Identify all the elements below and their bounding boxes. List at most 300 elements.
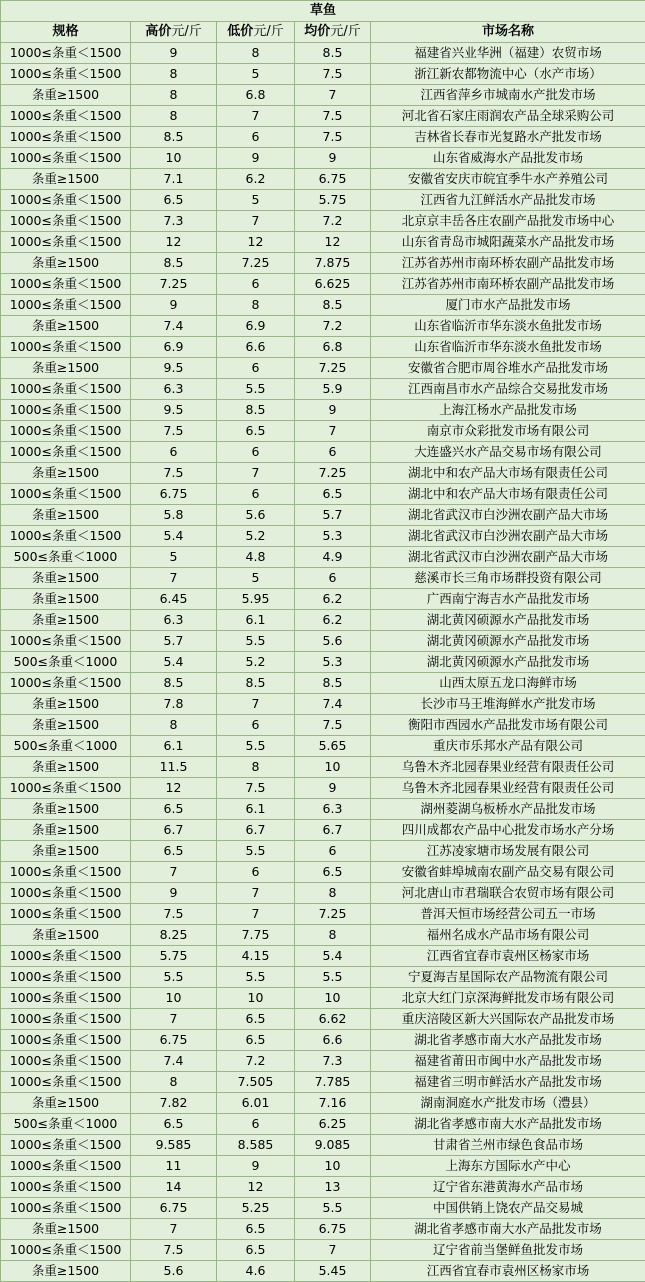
cell-spec: 1000≤条重＜1500 bbox=[1, 673, 131, 694]
cell-spec: 条重≥1500 bbox=[1, 589, 131, 610]
cell-market: 江苏凌家塘市场发展有限公司 bbox=[371, 841, 645, 862]
cell-market: 重庆涪陵区新大兴国际农产品批发市场 bbox=[371, 1009, 645, 1030]
cell-low-price: 6 bbox=[217, 358, 295, 379]
cell-high-price: 7 bbox=[131, 1219, 217, 1240]
cell-market: 衡阳市西园水产品批发市场有限公司 bbox=[371, 715, 645, 736]
cell-low-price: 6.5 bbox=[217, 1009, 295, 1030]
table-row bbox=[1, 925, 645, 946]
cell-avg-price: 6.5 bbox=[295, 862, 371, 883]
cell-avg-price: 6.62 bbox=[295, 1009, 371, 1030]
cell-market: 乌鲁木齐北园春果业经营有限责任公司 bbox=[371, 757, 645, 778]
cell-low-price: 8.5 bbox=[217, 400, 295, 421]
cell-avg-price: 7 bbox=[295, 421, 371, 442]
cell-spec: 条重≥1500 bbox=[1, 169, 131, 190]
table-row bbox=[1, 148, 645, 169]
cell-spec: 1000≤条重＜1500 bbox=[1, 631, 131, 652]
cell-market: 福建省兴业华洲（福建）农贸市场 bbox=[371, 43, 645, 64]
cell-high-price: 5.4 bbox=[131, 652, 217, 673]
table-row bbox=[1, 694, 645, 715]
header-low-unit: 元/斤 bbox=[253, 24, 284, 39]
table-row bbox=[1, 988, 645, 1009]
table-row bbox=[1, 106, 645, 127]
cell-spec: 1000≤条重＜1500 bbox=[1, 1177, 131, 1198]
cell-low-price: 7.2 bbox=[217, 1051, 295, 1072]
cell-avg-price: 6.6 bbox=[295, 1030, 371, 1051]
header-low-label: 低价 bbox=[227, 24, 254, 39]
cell-avg-price: 10 bbox=[295, 1156, 371, 1177]
cell-high-price: 8 bbox=[131, 64, 217, 85]
cell-low-price: 6.1 bbox=[217, 799, 295, 820]
cell-avg-price: 7 bbox=[295, 1240, 371, 1261]
cell-spec: 1000≤条重＜1500 bbox=[1, 64, 131, 85]
cell-market: 湖北省武汉市白沙洲农副产品大市场 bbox=[371, 547, 645, 568]
cell-avg-price: 9 bbox=[295, 148, 371, 169]
cell-spec: 1000≤条重＜1500 bbox=[1, 400, 131, 421]
cell-spec: 条重≥1500 bbox=[1, 694, 131, 715]
header-low-price bbox=[217, 22, 295, 43]
cell-avg-price: 5.7 bbox=[295, 505, 371, 526]
cell-high-price: 6.7 bbox=[131, 820, 217, 841]
cell-avg-price: 7.16 bbox=[295, 1093, 371, 1114]
cell-high-price: 5.4 bbox=[131, 526, 217, 547]
cell-market: 宁夏海吉星国际农产品物流有限公司 bbox=[371, 967, 645, 988]
table-row bbox=[1, 463, 645, 484]
cell-spec: 条重≥1500 bbox=[1, 841, 131, 862]
cell-market: 湖北黄冈硕源水产品批发市场 bbox=[371, 610, 645, 631]
table-row bbox=[1, 127, 645, 148]
cell-spec: 1000≤条重＜1500 bbox=[1, 904, 131, 925]
header-market: 市场名称 bbox=[371, 22, 645, 43]
cell-market: 江苏省苏州市南环桥农副产品批发市场 bbox=[371, 253, 645, 274]
cell-low-price: 5.25 bbox=[217, 1198, 295, 1219]
table-row bbox=[1, 316, 645, 337]
cell-high-price: 8 bbox=[131, 715, 217, 736]
cell-market: 中国供销上饶农产品交易城 bbox=[371, 1198, 645, 1219]
cell-avg-price: 5.5 bbox=[295, 1198, 371, 1219]
cell-market: 山西太原五龙口海鲜市场 bbox=[371, 673, 645, 694]
cell-avg-price: 6 bbox=[295, 442, 371, 463]
cell-market: 福建省三明市鲜活水产品批发市场 bbox=[371, 1072, 645, 1093]
cell-low-price: 5.6 bbox=[217, 505, 295, 526]
cell-avg-price: 7.5 bbox=[295, 715, 371, 736]
cell-market: 山东省临沂市华东淡水鱼批发市场 bbox=[371, 316, 645, 337]
cell-low-price: 6 bbox=[217, 127, 295, 148]
cell-low-price: 7.25 bbox=[217, 253, 295, 274]
cell-low-price: 12 bbox=[217, 1177, 295, 1198]
cell-high-price: 5.75 bbox=[131, 946, 217, 967]
cell-low-price: 4.15 bbox=[217, 946, 295, 967]
cell-avg-price: 7.5 bbox=[295, 106, 371, 127]
cell-high-price: 7.4 bbox=[131, 316, 217, 337]
cell-avg-price: 8 bbox=[295, 883, 371, 904]
cell-spec: 1000≤条重＜1500 bbox=[1, 1009, 131, 1030]
cell-spec: 500≤条重＜1000 bbox=[1, 736, 131, 757]
cell-market: 湖北省孝感市南大水产品批发市场 bbox=[371, 1219, 645, 1240]
cell-spec: 1000≤条重＜1500 bbox=[1, 1051, 131, 1072]
cell-spec: 1000≤条重＜1500 bbox=[1, 1072, 131, 1093]
cell-avg-price: 5.3 bbox=[295, 652, 371, 673]
cell-high-price: 8.5 bbox=[131, 253, 217, 274]
table-row bbox=[1, 1009, 645, 1030]
table-row bbox=[1, 43, 645, 64]
cell-avg-price: 6 bbox=[295, 841, 371, 862]
cell-market: 山东省威海水产品批发市场 bbox=[371, 148, 645, 169]
cell-high-price: 11 bbox=[131, 1156, 217, 1177]
cell-spec: 条重≥1500 bbox=[1, 358, 131, 379]
cell-low-price: 7 bbox=[217, 904, 295, 925]
title-row bbox=[1, 1, 645, 22]
cell-avg-price: 5.3 bbox=[295, 526, 371, 547]
table-row bbox=[1, 505, 645, 526]
cell-spec: 条重≥1500 bbox=[1, 1219, 131, 1240]
cell-high-price: 5.7 bbox=[131, 631, 217, 652]
table-row bbox=[1, 1261, 645, 1282]
cell-spec: 1000≤条重＜1500 bbox=[1, 883, 131, 904]
table-row bbox=[1, 757, 645, 778]
cell-avg-price: 7.25 bbox=[295, 904, 371, 925]
cell-avg-price: 10 bbox=[295, 757, 371, 778]
cell-spec: 1000≤条重＜1500 bbox=[1, 295, 131, 316]
cell-market: 江苏省苏州市南环桥农副产品批发市场 bbox=[371, 274, 645, 295]
cell-high-price: 7.82 bbox=[131, 1093, 217, 1114]
cell-high-price: 10 bbox=[131, 148, 217, 169]
cell-spec: 条重≥1500 bbox=[1, 85, 131, 106]
cell-spec: 条重≥1500 bbox=[1, 253, 131, 274]
cell-market: 江西省九江鲜活水产品批发市场 bbox=[371, 190, 645, 211]
table-row bbox=[1, 1135, 645, 1156]
cell-spec: 1000≤条重＜1500 bbox=[1, 1198, 131, 1219]
cell-market: 江西省萍乡市城南水产批发市场 bbox=[371, 85, 645, 106]
cell-high-price: 9.585 bbox=[131, 1135, 217, 1156]
table-row bbox=[1, 169, 645, 190]
cell-low-price: 5 bbox=[217, 190, 295, 211]
cell-spec: 1000≤条重＜1500 bbox=[1, 526, 131, 547]
table-row bbox=[1, 295, 645, 316]
table-row bbox=[1, 526, 645, 547]
cell-low-price: 6 bbox=[217, 484, 295, 505]
cell-low-price: 8.585 bbox=[217, 1135, 295, 1156]
cell-spec: 条重≥1500 bbox=[1, 1261, 131, 1282]
cell-low-price: 6 bbox=[217, 274, 295, 295]
cell-avg-price: 6.75 bbox=[295, 169, 371, 190]
table-row bbox=[1, 1156, 645, 1177]
cell-avg-price: 9.085 bbox=[295, 1135, 371, 1156]
cell-market: 河北唐山市君瑞联合农贸市场有限公司 bbox=[371, 883, 645, 904]
header-high-unit: 元/斤 bbox=[171, 24, 202, 39]
cell-market: 山东省青岛市城阳蔬菜水产品批发市场 bbox=[371, 232, 645, 253]
cell-high-price: 7.5 bbox=[131, 463, 217, 484]
cell-spec: 500≤条重＜1000 bbox=[1, 1114, 131, 1135]
cell-avg-price: 5.4 bbox=[295, 946, 371, 967]
table-row bbox=[1, 862, 645, 883]
cell-low-price: 6 bbox=[217, 442, 295, 463]
cell-avg-price: 5.5 bbox=[295, 967, 371, 988]
cell-low-price: 5.2 bbox=[217, 526, 295, 547]
table-row bbox=[1, 946, 645, 967]
cell-high-price: 6.9 bbox=[131, 337, 217, 358]
cell-low-price: 6.01 bbox=[217, 1093, 295, 1114]
table-row bbox=[1, 274, 645, 295]
cell-avg-price: 6.3 bbox=[295, 799, 371, 820]
cell-high-price: 9 bbox=[131, 295, 217, 316]
table-row bbox=[1, 841, 645, 862]
cell-low-price: 5.5 bbox=[217, 841, 295, 862]
cell-high-price: 5.6 bbox=[131, 1261, 217, 1282]
cell-avg-price: 10 bbox=[295, 988, 371, 1009]
cell-low-price: 9 bbox=[217, 1156, 295, 1177]
cell-avg-price: 6.5 bbox=[295, 484, 371, 505]
cell-high-price: 5 bbox=[131, 547, 217, 568]
cell-low-price: 7.75 bbox=[217, 925, 295, 946]
cell-spec: 1000≤条重＜1500 bbox=[1, 337, 131, 358]
cell-low-price: 6.7 bbox=[217, 820, 295, 841]
cell-spec: 1000≤条重＜1500 bbox=[1, 232, 131, 253]
cell-spec: 1000≤条重＜1500 bbox=[1, 484, 131, 505]
cell-avg-price: 9 bbox=[295, 778, 371, 799]
cell-avg-price: 6.625 bbox=[295, 274, 371, 295]
cell-high-price: 5.8 bbox=[131, 505, 217, 526]
cell-low-price: 7.5 bbox=[217, 778, 295, 799]
cell-low-price: 6 bbox=[217, 1114, 295, 1135]
cell-market: 重庆市乐邦水产品有限公司 bbox=[371, 736, 645, 757]
cell-low-price: 6.2 bbox=[217, 169, 295, 190]
table-row bbox=[1, 673, 645, 694]
cell-high-price: 6.1 bbox=[131, 736, 217, 757]
table-row bbox=[1, 253, 645, 274]
cell-high-price: 7.5 bbox=[131, 904, 217, 925]
cell-high-price: 7.5 bbox=[131, 421, 217, 442]
cell-low-price: 6.8 bbox=[217, 85, 295, 106]
table-row bbox=[1, 85, 645, 106]
table-row bbox=[1, 1051, 645, 1072]
cell-spec: 1000≤条重＜1500 bbox=[1, 862, 131, 883]
cell-market: 湖北中和农产品大市场有限责任公司 bbox=[371, 463, 645, 484]
table-row bbox=[1, 1219, 645, 1240]
table-row bbox=[1, 64, 645, 85]
cell-high-price: 7 bbox=[131, 862, 217, 883]
cell-high-price: 6.75 bbox=[131, 484, 217, 505]
header-avg-unit: 元/斤 bbox=[330, 24, 361, 39]
cell-low-price: 6.9 bbox=[217, 316, 295, 337]
table-row bbox=[1, 379, 645, 400]
cell-low-price: 5 bbox=[217, 568, 295, 589]
table-row bbox=[1, 1198, 645, 1219]
cell-avg-price: 7.4 bbox=[295, 694, 371, 715]
table-row bbox=[1, 484, 645, 505]
cell-spec: 条重≥1500 bbox=[1, 715, 131, 736]
cell-low-price: 7 bbox=[217, 694, 295, 715]
cell-high-price: 7 bbox=[131, 1009, 217, 1030]
cell-high-price: 8 bbox=[131, 85, 217, 106]
cell-market: 大连盛兴水产品交易市场有限公司 bbox=[371, 442, 645, 463]
cell-high-price: 7.1 bbox=[131, 169, 217, 190]
cell-avg-price: 7.2 bbox=[295, 211, 371, 232]
cell-market: 浙江新农都物流中心（水产市场） bbox=[371, 64, 645, 85]
cell-avg-price: 4.9 bbox=[295, 547, 371, 568]
cell-low-price: 5 bbox=[217, 64, 295, 85]
cell-low-price: 5.5 bbox=[217, 631, 295, 652]
cell-low-price: 6.1 bbox=[217, 610, 295, 631]
cell-high-price: 6.3 bbox=[131, 379, 217, 400]
table-row bbox=[1, 904, 645, 925]
cell-spec: 1000≤条重＜1500 bbox=[1, 967, 131, 988]
table-row bbox=[1, 778, 645, 799]
cell-market: 吉林省长春市光复路水产批发市场 bbox=[371, 127, 645, 148]
header-high-label: 高价 bbox=[145, 24, 172, 39]
cell-high-price: 11.5 bbox=[131, 757, 217, 778]
cell-market: 福建省莆田市闽中水产品批发市场 bbox=[371, 1051, 645, 1072]
cell-high-price: 7.3 bbox=[131, 211, 217, 232]
cell-market: 江西南昌市水产品综合交易批发市场 bbox=[371, 379, 645, 400]
cell-spec: 1000≤条重＜1500 bbox=[1, 442, 131, 463]
cell-high-price: 9.5 bbox=[131, 400, 217, 421]
cell-spec: 条重≥1500 bbox=[1, 799, 131, 820]
cell-spec: 1000≤条重＜1500 bbox=[1, 190, 131, 211]
cell-high-price: 6.45 bbox=[131, 589, 217, 610]
header-avg-label: 均价 bbox=[304, 24, 331, 39]
cell-spec: 1000≤条重＜1500 bbox=[1, 778, 131, 799]
cell-low-price: 6.5 bbox=[217, 1030, 295, 1051]
cell-spec: 1000≤条重＜1500 bbox=[1, 421, 131, 442]
cell-avg-price: 5.6 bbox=[295, 631, 371, 652]
cell-spec: 条重≥1500 bbox=[1, 757, 131, 778]
table-row bbox=[1, 421, 645, 442]
cell-high-price: 8 bbox=[131, 106, 217, 127]
cell-avg-price: 7.25 bbox=[295, 463, 371, 484]
table-row bbox=[1, 631, 645, 652]
table-row bbox=[1, 589, 645, 610]
table-row bbox=[1, 190, 645, 211]
cell-low-price: 6.6 bbox=[217, 337, 295, 358]
cell-low-price: 7.505 bbox=[217, 1072, 295, 1093]
cell-low-price: 7 bbox=[217, 106, 295, 127]
cell-low-price: 7 bbox=[217, 463, 295, 484]
cell-avg-price: 5.45 bbox=[295, 1261, 371, 1282]
cell-low-price: 5.5 bbox=[217, 379, 295, 400]
table-row bbox=[1, 358, 645, 379]
cell-high-price: 7.5 bbox=[131, 1240, 217, 1261]
cell-high-price: 12 bbox=[131, 778, 217, 799]
cell-high-price: 8.5 bbox=[131, 673, 217, 694]
cell-avg-price: 7.875 bbox=[295, 253, 371, 274]
cell-high-price: 6 bbox=[131, 442, 217, 463]
cell-spec: 1000≤条重＜1500 bbox=[1, 211, 131, 232]
cell-high-price: 6.5 bbox=[131, 1114, 217, 1135]
cell-high-price: 7.25 bbox=[131, 274, 217, 295]
cell-market: 江西省宜春市袁州区杨家市场 bbox=[371, 1261, 645, 1282]
cell-market: 湖北省孝感市南大水产品批发市场 bbox=[371, 1114, 645, 1135]
cell-market: 湖北黄冈硕源水产品批发市场 bbox=[371, 631, 645, 652]
cell-market: 四川成都农产品中心批发市场水产分场 bbox=[371, 820, 645, 841]
table-row bbox=[1, 547, 645, 568]
table-row bbox=[1, 1030, 645, 1051]
table-row bbox=[1, 568, 645, 589]
cell-market: 湖北省孝感市南大水产品批发市场 bbox=[371, 1030, 645, 1051]
cell-avg-price: 8.5 bbox=[295, 43, 371, 64]
cell-market: 普洱天恒市场经营公司五一市场 bbox=[371, 904, 645, 925]
cell-avg-price: 12 bbox=[295, 232, 371, 253]
cell-high-price: 9.5 bbox=[131, 358, 217, 379]
cell-avg-price: 8 bbox=[295, 925, 371, 946]
cell-spec: 1000≤条重＜1500 bbox=[1, 106, 131, 127]
cell-market: 慈溪市长三角市场群投资有限公司 bbox=[371, 568, 645, 589]
cell-market: 厦门市水产品批发市场 bbox=[371, 295, 645, 316]
cell-avg-price: 6 bbox=[295, 568, 371, 589]
cell-low-price: 8 bbox=[217, 43, 295, 64]
cell-spec: 1000≤条重＜1500 bbox=[1, 379, 131, 400]
cell-low-price: 7 bbox=[217, 211, 295, 232]
cell-low-price: 12 bbox=[217, 232, 295, 253]
table-title: 草鱼 bbox=[1, 1, 645, 22]
cell-high-price: 8.25 bbox=[131, 925, 217, 946]
table-row bbox=[1, 820, 645, 841]
cell-high-price: 14 bbox=[131, 1177, 217, 1198]
cell-market: 南京市众彩批发市场有限公司 bbox=[371, 421, 645, 442]
cell-market: 上海江杨水产品批发市场 bbox=[371, 400, 645, 421]
cell-avg-price: 6.7 bbox=[295, 820, 371, 841]
cell-market: 湖北省武汉市白沙洲农副产品大市场 bbox=[371, 526, 645, 547]
header-row bbox=[1, 22, 645, 43]
cell-avg-price: 6.8 bbox=[295, 337, 371, 358]
cell-spec: 条重≥1500 bbox=[1, 1093, 131, 1114]
cell-spec: 500≤条重＜1000 bbox=[1, 547, 131, 568]
cell-low-price: 8.5 bbox=[217, 673, 295, 694]
cell-spec: 1000≤条重＜1500 bbox=[1, 988, 131, 1009]
cell-spec: 1000≤条重＜1500 bbox=[1, 148, 131, 169]
cell-spec: 1000≤条重＜1500 bbox=[1, 1156, 131, 1177]
cell-low-price: 8 bbox=[217, 757, 295, 778]
cell-avg-price: 7.5 bbox=[295, 64, 371, 85]
header-spec: 规格 bbox=[1, 22, 131, 43]
table-row bbox=[1, 400, 645, 421]
cell-market: 辽宁省前当堡鲜鱼批发市场 bbox=[371, 1240, 645, 1261]
cell-low-price: 4.8 bbox=[217, 547, 295, 568]
cell-spec: 条重≥1500 bbox=[1, 925, 131, 946]
cell-avg-price: 7 bbox=[295, 85, 371, 106]
cell-avg-price: 5.9 bbox=[295, 379, 371, 400]
cell-high-price: 7.4 bbox=[131, 1051, 217, 1072]
table-row bbox=[1, 232, 645, 253]
table-row bbox=[1, 1072, 645, 1093]
cell-low-price: 10 bbox=[217, 988, 295, 1009]
table-row bbox=[1, 652, 645, 673]
cell-market: 长沙市马王堆海鲜水产批发市场 bbox=[371, 694, 645, 715]
cell-low-price: 5.95 bbox=[217, 589, 295, 610]
cell-spec: 条重≥1500 bbox=[1, 505, 131, 526]
cell-low-price: 6.5 bbox=[217, 1219, 295, 1240]
table-row bbox=[1, 883, 645, 904]
cell-avg-price: 7.25 bbox=[295, 358, 371, 379]
cell-spec: 条重≥1500 bbox=[1, 568, 131, 589]
cell-avg-price: 5.75 bbox=[295, 190, 371, 211]
cell-avg-price: 7.5 bbox=[295, 127, 371, 148]
cell-high-price: 6.75 bbox=[131, 1030, 217, 1051]
table-row bbox=[1, 799, 645, 820]
cell-low-price: 6 bbox=[217, 715, 295, 736]
cell-market: 辽宁省东港黄海水产品市场 bbox=[371, 1177, 645, 1198]
cell-market: 乌鲁木齐北园春果业经营有限责任公司 bbox=[371, 778, 645, 799]
cell-high-price: 10 bbox=[131, 988, 217, 1009]
cell-avg-price: 9 bbox=[295, 400, 371, 421]
table-row bbox=[1, 211, 645, 232]
cell-spec: 1000≤条重＜1500 bbox=[1, 43, 131, 64]
cell-high-price: 8.5 bbox=[131, 127, 217, 148]
cell-market: 北京大红门京深海鲜批发市场有限公司 bbox=[371, 988, 645, 1009]
table-row bbox=[1, 1093, 645, 1114]
cell-high-price: 6.3 bbox=[131, 610, 217, 631]
table-row bbox=[1, 715, 645, 736]
cell-spec: 500≤条重＜1000 bbox=[1, 652, 131, 673]
